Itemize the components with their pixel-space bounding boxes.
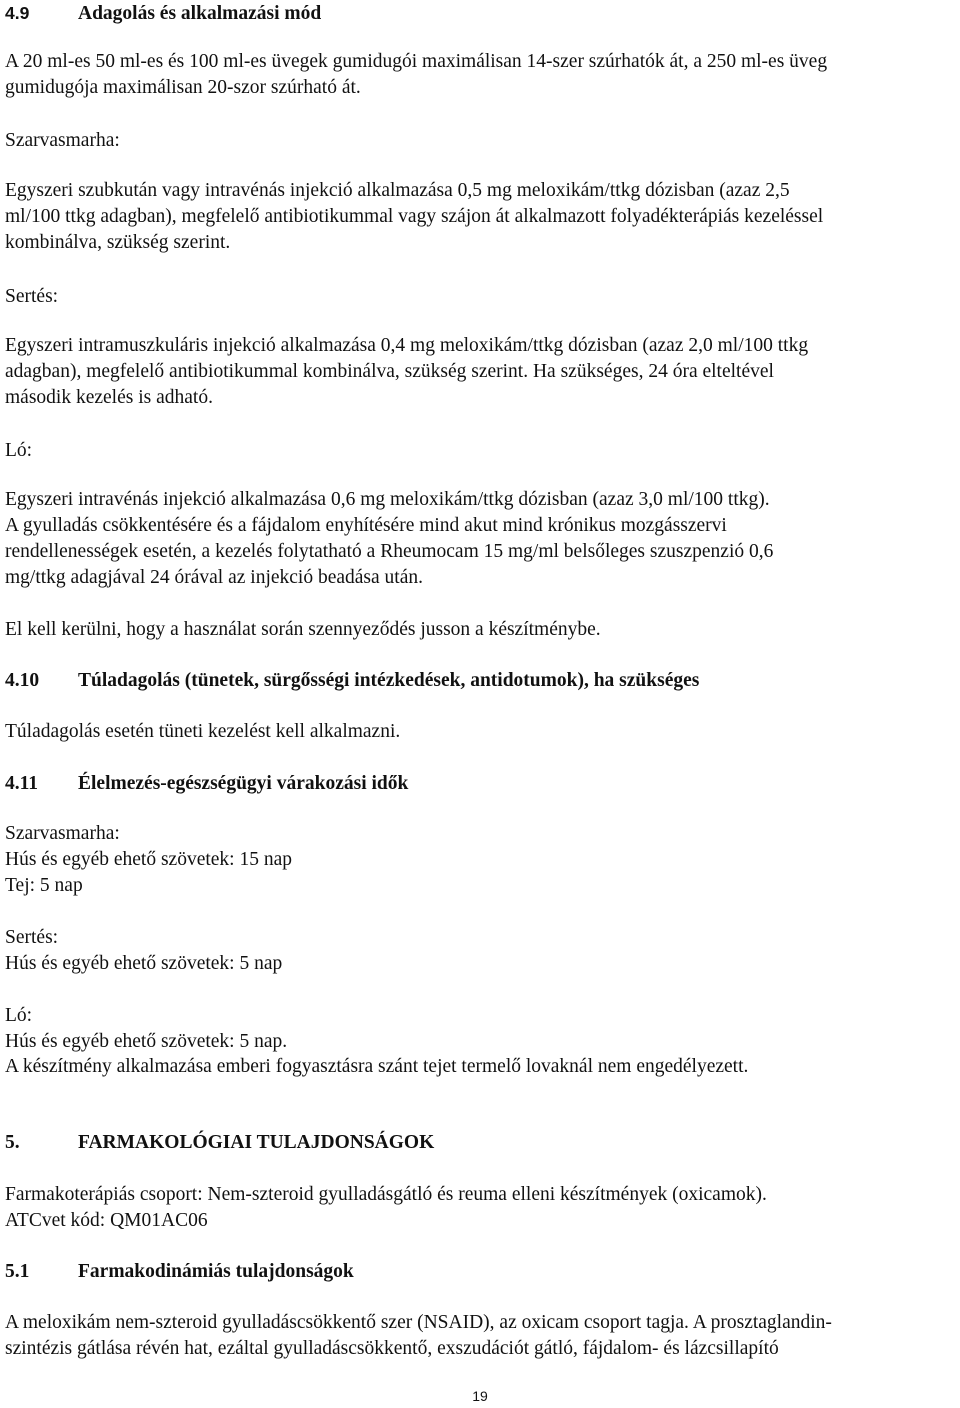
section-title: FARMAKOLÓGIAI TULAJDONSÁGOK <box>78 1132 435 1153</box>
section-heading-5 <box>5 1130 434 1156</box>
section-heading-4-10 <box>5 668 699 694</box>
section-title: Farmakodinámiás tulajdonságok <box>78 1261 354 1282</box>
section-heading-5-1 <box>5 1259 354 1285</box>
section-title: Adagolás és alkalmazási mód <box>78 3 322 24</box>
text-line: A meloxikám nem-szteroid gyulladáscsökkentő szer (NSAID), az oxicam csoport tagja. A prosztaglandin- <box>5 1312 832 1333</box>
section-number: 5.1 <box>5 1261 30 1282</box>
text-line: Egyszeri intravénás injekció alkalmazása 0,6 mg meloxikám/ttkg dózisban (azaz 3,0 ml/100 ttkg). <box>5 489 770 510</box>
withdrawal-horse-note: A készítmény alkalmazása emberi fogyasztásra szánt tejet termelő lovaknál nem engedélyezett. <box>5 1056 749 1077</box>
cattle-label: Szarvasmarha: <box>5 130 120 151</box>
withdrawal-cattle-label: Szarvasmarha: <box>5 823 120 844</box>
text-line: kombinálva, szükség szerint. <box>5 232 231 253</box>
section-heading-4-11 <box>5 771 408 797</box>
section-title: Túladagolás (tünetek, sürgősségi intézkedések, antidotumok), ha szükséges <box>78 670 700 691</box>
section-heading-4-9 <box>5 0 321 27</box>
text-line: adagban), megfelelő antibiotikummal kombinálva, szükség szerint. Ha szükséges, 24 óra elteltével <box>5 361 774 382</box>
pharmacodynamics-paragraph <box>5 1310 957 1362</box>
withdrawal-cattle-meat: Hús és egyéb ehető szövetek: 15 nap <box>5 849 292 870</box>
section-number: 4.9 <box>5 3 30 23</box>
section-number: 5. <box>5 1132 20 1153</box>
text-line: Egyszeri intramuszkuláris injekció alkalmazása 0,4 mg meloxikám/ttkg dózisban (azaz 2,0 ml/100 ttkg <box>5 335 809 356</box>
horse-dosage-paragraph <box>5 487 957 591</box>
cattle-dosage-paragraph <box>5 178 957 256</box>
overdose-text: Túladagolás esetén tüneti kezelést kell alkalmazni. <box>5 721 401 742</box>
intro-paragraph <box>5 49 957 101</box>
atcvet-code: ATCvet kód: QM01AC06 <box>5 1210 208 1231</box>
withdrawal-pig-label: Sertés: <box>5 927 59 948</box>
withdrawal-horse-meat: Hús és egyéb ehető szövetek: 5 nap. <box>5 1031 288 1052</box>
text-line: gumidugója maximálisan 20-szor szúrható át. <box>5 77 361 98</box>
pharmacotherapeutic-group: Farmakoterápiás csoport: Nem-szteroid gyulladásgátló és reuma elleni készítmények (oxicamok). <box>5 1184 767 1205</box>
section-title: Élelmezés-egészségügyi várakozási idők <box>78 773 409 794</box>
contamination-warning: El kell kerülni, hogy a használat során szennyeződés jusson a készítménybe. <box>5 619 601 640</box>
text-line: Egyszeri szubkután vagy intravénás injekció alkalmazása 0,5 mg meloxikám/ttkg dózisban (azaz 2,5 <box>5 180 790 201</box>
text-line: mg/ttkg adagjával 24 órával az injekció beadása után. <box>5 567 424 588</box>
withdrawal-pig-meat: Hús és egyéb ehető szövetek: 5 nap <box>5 953 283 974</box>
text-line: A gyulladás csökkentésére és a fájdalom enyhítésére mind akut mind krónikus mozgásszervi <box>5 515 727 536</box>
text-line: rendellenességek esetén, a kezelés folytatható a Rheumocam 15 mg/ml belsőleges szuszpenzió 0,6 <box>5 541 774 562</box>
pig-label: Sertés: <box>5 286 59 307</box>
text-line: ml/100 ttkg adagban), megfelelő antibiotikummal vagy szájon át alkalmazott folyadékterápiás kezeléssel <box>5 206 824 227</box>
withdrawal-horse-label: Ló: <box>5 1005 33 1026</box>
section-number: 4.10 <box>5 670 40 691</box>
pig-dosage-paragraph <box>5 333 957 411</box>
section-number: 4.11 <box>5 773 39 794</box>
text-line: szintézis gátlása révén hat, ezáltal gyulladáscsökkentő, exszudációt gátló, fájdalom- és lázcsillapító <box>5 1338 779 1359</box>
page-number: 19 <box>472 1388 488 1404</box>
withdrawal-cattle-milk: Tej: 5 nap <box>5 875 83 896</box>
horse-label: Ló: <box>5 440 33 461</box>
text-line: második kezelés is adható. <box>5 387 213 408</box>
text-line: A 20 ml-es 50 ml-es és 100 ml-es üvegek gumidugói maximálisan 14-szer szúrhatók át, a 250 ml-es üveg <box>5 51 828 72</box>
